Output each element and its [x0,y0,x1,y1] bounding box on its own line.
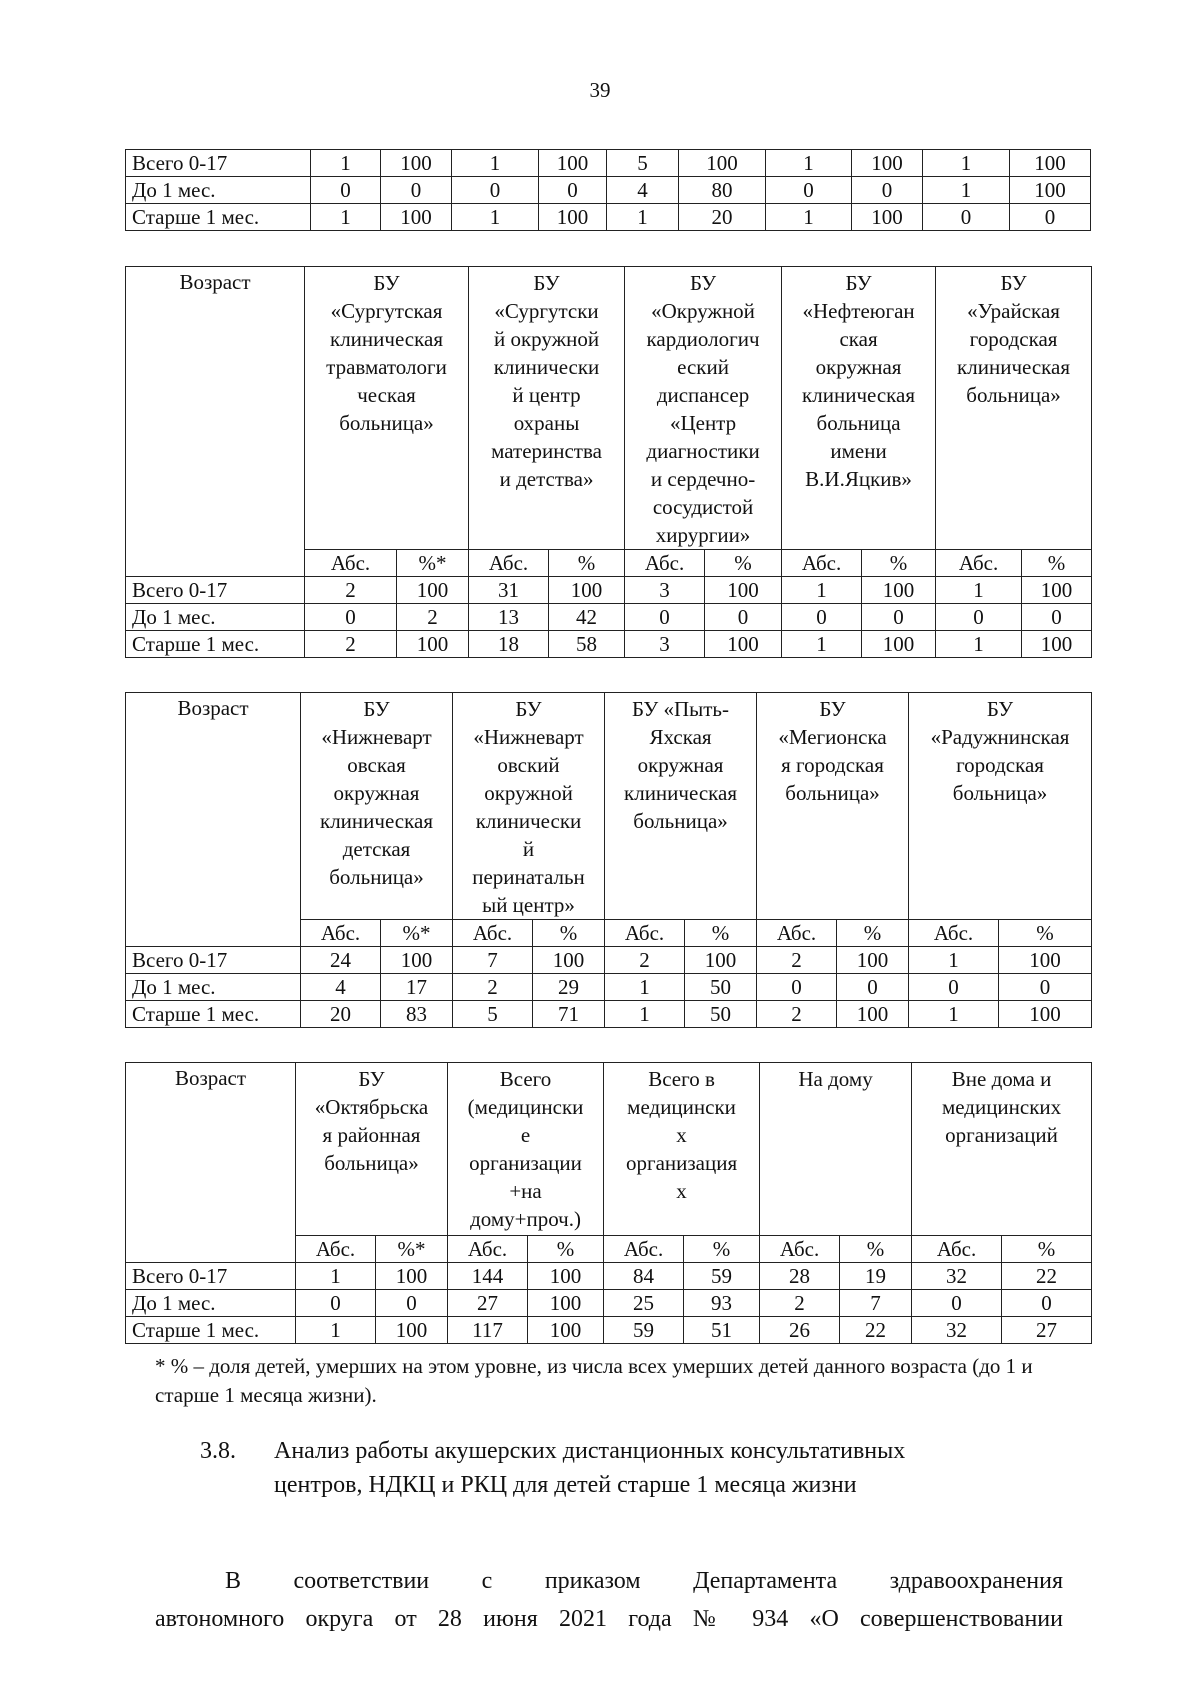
org-header-line: клиническая [320,809,433,833]
org-header-line: детская [342,837,411,861]
org-header-line: «Радужнинская [930,725,1070,749]
table-cell: 17 [381,974,453,1001]
org-header-line: ческая [357,383,416,407]
table-cell: 0 [1022,604,1092,631]
table-cell: 1 [311,204,381,231]
subheader-cell: Абс. [301,920,381,947]
table-totals-location [125,1062,1092,1344]
table-row [126,947,1092,974]
org-header-line: На дому [798,1067,873,1091]
org-header-line: й окружной [493,327,600,351]
table-cell: 100 [1022,631,1092,658]
table-cell: 100 [999,947,1092,974]
table-cell: 7 [840,1290,912,1317]
org-header-line: овская [347,753,406,777]
table-cell: 1 [605,1001,685,1028]
table-cell: 20 [301,1001,381,1028]
table-row [126,177,1091,204]
org-header-line: БУ [363,697,390,721]
subheader-cell: % [684,1236,760,1263]
org-header-line: кардиологич [646,327,760,351]
org-header [301,693,453,920]
table-cell: 0 [305,604,397,631]
table-cell: 100 [862,577,936,604]
table-cell: 100 [705,631,782,658]
table-cell: 80 [679,177,766,204]
table-cell: 0 [766,177,852,204]
table-cell: 32 [912,1263,1002,1290]
table-cell: 100 [539,150,607,177]
org-header-line: й [522,837,535,861]
table-cell: 0 [539,177,607,204]
table-cell: 0 [757,974,837,1001]
org-header-line: БУ [533,271,560,295]
table-cell: 100 [528,1263,604,1290]
subheader-cell: % [685,920,757,947]
subheader-cell: % [705,550,782,577]
org-header [604,1063,760,1236]
org-header-line: Вне дома и [951,1067,1052,1091]
subheader-cell: Абс. [453,920,533,947]
org-header [936,267,1092,550]
age-header: Возраст [126,267,305,577]
org-header-line: городская [969,327,1058,351]
org-header-line: клиническая [802,383,916,407]
org-header [625,267,782,550]
org-header-line: организаций [945,1123,1058,1147]
org-header-line: я городская [781,753,884,777]
subheader-cell: % [549,550,625,577]
table-cell: 144 [448,1263,528,1290]
org-header-line: клинически [493,355,600,379]
table-row [126,604,1092,631]
table-cell: 27 [1002,1317,1092,1344]
table-hospitals-nizhnevartovsk-raduzhny [125,692,1092,1028]
table-cell: 19 [840,1263,912,1290]
row-label: Всего 0-17 [126,947,301,974]
table-cell: 100 [837,1001,909,1028]
org-header [605,693,757,920]
org-header [912,1063,1092,1236]
org-header-line: диагностики [646,439,760,463]
org-header-line: Всего [499,1067,552,1091]
org-header-line: больница» [785,781,880,805]
subheader-cell: Абс. [760,1236,840,1263]
table-cell: 84 [604,1263,684,1290]
section-title-line1: Анализ работы акушерских дистанционных консультативных [274,1438,906,1464]
org-header-line: больница [816,411,901,435]
table-cell: 18 [469,631,549,658]
table-cell: 2 [453,974,533,1001]
org-header-line: БУ [1000,271,1027,295]
table-cell: 100 [852,150,923,177]
table-cell: 20 [679,204,766,231]
table-cell: 0 [296,1290,376,1317]
org-header-line: БУ [515,697,542,721]
org-header-line: больница» [324,1151,419,1175]
table-cell: 5 [453,1001,533,1028]
table-row [126,974,1092,1001]
header-row [126,267,1092,550]
org-header-line: городская [956,753,1044,777]
table-cell: 0 [705,604,782,631]
table-cell: 0 [381,177,452,204]
org-header-line: больница» [633,809,728,833]
table-cell: 100 [685,947,757,974]
org-header-line: медицинских [941,1095,1062,1119]
subheader-cell: Абс. [605,920,685,947]
table-cell: 7 [453,947,533,974]
section-title-line2: центров, НДКЦ и РКЦ для детей старше 1 месяца жизни [274,1472,857,1498]
org-header-line: овский [497,753,560,777]
org-header-line: окружной [484,781,573,805]
org-header-line: «Нижневарт [473,725,584,749]
table-cell: 0 [912,1290,1002,1317]
table-cell: 0 [782,604,862,631]
table-cell: 50 [685,974,757,1001]
table-row [126,1290,1092,1317]
row-label: Старше 1 мес. [126,1001,301,1028]
table-cell: 3 [625,577,705,604]
table-cell: 100 [397,577,469,604]
table-cell: 0 [452,177,539,204]
table-cell: 22 [1002,1263,1092,1290]
table-cell: 26 [760,1317,840,1344]
subheader-cell: % [1002,1236,1092,1263]
table-cell: 0 [625,604,705,631]
org-header-line: БУ [689,271,717,295]
org-header-line: дому+проч.) [470,1207,581,1231]
table-cell: 100 [1022,577,1092,604]
table-cell: 0 [311,177,381,204]
table-cell: 22 [840,1317,912,1344]
org-header-line: БУ [373,271,400,295]
table-cell: 31 [469,577,549,604]
table-cell: 1 [607,204,679,231]
org-header-line: БУ [819,697,846,721]
table-cell: 42 [549,604,625,631]
subheader-cell: % [840,1236,912,1263]
table-cell: 100 [837,947,909,974]
table-row [126,1317,1092,1344]
table-cell: 100 [1010,150,1091,177]
table-cell: 2 [757,1001,837,1028]
org-header-line: БУ [986,697,1014,721]
table-cell: 50 [685,1001,757,1028]
org-header-line: Яхская [649,725,712,749]
org-header-line: клиническая [957,355,1071,379]
org-header-line: «Октябрьска [314,1095,429,1119]
table-cell: 0 [936,604,1022,631]
row-label: Старше 1 мес. [126,631,305,658]
org-header-line: ская [839,327,878,351]
org-header-line: +на [509,1179,542,1203]
table-cell: 27 [448,1290,528,1317]
org-header-line: ый центр» [482,893,575,917]
table-cell: 1 [909,947,999,974]
table-cell: 1 [909,1001,999,1028]
org-header-line: сосудистой [652,495,754,519]
table-cell: 100 [376,1317,448,1344]
org-header [757,693,909,920]
header-row [126,693,1092,920]
table-continuation [125,149,1091,231]
table-cell: 100 [381,150,452,177]
org-header-line: й центр [512,383,581,407]
table-cell: 100 [999,1001,1092,1028]
subheader-cell: % [837,920,909,947]
org-header-line: организации [469,1151,582,1175]
org-header-line: «Сургутски [494,299,599,323]
table-cell: 1 [296,1263,376,1290]
table-cell: 0 [852,177,923,204]
org-header-line: окружная [637,753,724,777]
org-header [296,1063,448,1236]
table-cell: 100 [528,1290,604,1317]
table-cell: 24 [301,947,381,974]
org-header-line: больница» [339,411,434,435]
table-cell: 1 [452,150,539,177]
org-header [453,693,605,920]
org-header [909,693,1092,920]
org-header-line: БУ [358,1067,385,1091]
subheader-cell: Абс. [305,550,397,577]
subheader-cell: Абс. [469,550,549,577]
subheader-cell: Абс. [604,1236,684,1263]
table-row [126,1001,1092,1028]
table-cell: 2 [305,631,397,658]
subheader-cell: Абс. [909,920,999,947]
row-label: Всего 0-17 [126,577,305,604]
table-cell: 0 [837,974,909,1001]
table-cell: 13 [469,604,549,631]
header-row [126,1063,1092,1236]
table-cell: 83 [381,1001,453,1028]
table-cell: 1 [782,577,862,604]
org-header-line: х [676,1123,687,1147]
org-header-line: медицински [627,1095,736,1119]
row-label: До 1 мес. [126,604,305,631]
org-header-line: перинатальн [472,865,585,889]
table-cell: 59 [604,1317,684,1344]
org-header-line: БУ [845,271,872,295]
org-header-line: «Урайская [967,299,1060,323]
org-header-line: организация [625,1151,738,1175]
table-row [126,577,1092,604]
org-header-line: травматологи [326,355,447,379]
table-cell: 4 [301,974,381,1001]
org-header-line: «Нижневарт [321,725,432,749]
org-header-line: «Нефтеюган [802,299,915,323]
row-label: Всего 0-17 [126,1263,296,1290]
table-cell: 58 [549,631,625,658]
org-header-line: еский [677,355,729,379]
table-cell: 0 [1002,1290,1092,1317]
table-row [126,150,1091,177]
table-cell: 100 [381,204,452,231]
table-cell: 100 [376,1263,448,1290]
table-cell: 0 [999,974,1092,1001]
org-header-line: диспансер [656,383,750,407]
org-header [760,1063,912,1236]
org-header-line: и детства» [499,467,594,491]
row-label: До 1 мес. [126,1290,296,1317]
age-header: Возраст [126,693,301,947]
org-header-line: «Мегионска [778,725,887,749]
table-cell: 1 [766,150,852,177]
subheader-cell: %* [381,920,453,947]
table-cell: 117 [448,1317,528,1344]
org-header-line: х [676,1179,687,1203]
table-cell: 32 [912,1317,1002,1344]
table-cell: 0 [909,974,999,1001]
table-cell: 1 [782,631,862,658]
table-cell: 1 [923,177,1010,204]
age-header: Возраст [126,1063,296,1263]
org-header-line: Всего в [648,1067,715,1091]
paragraph-line2: автономного округа от 28 июня 2021 года № 934 «О совершенствовании [155,1606,1063,1632]
subheader-cell: Абс. [757,920,837,947]
table-cell: 3 [625,631,705,658]
org-header-line: клиническая [330,327,443,351]
table-cell: 1 [936,631,1022,658]
org-header [782,267,936,550]
table-cell: 100 [539,204,607,231]
paragraph-line1: В соответствии с приказом Департамента здравоохранения [225,1568,1063,1594]
table-cell: 100 [862,631,936,658]
row-label: Старше 1 мес. [126,1317,296,1344]
table-cell: 1 [936,577,1022,604]
subheader-cell: Абс. [296,1236,376,1263]
table-row [126,1263,1092,1290]
subheader-cell: % [1022,550,1092,577]
table-cell: 0 [1010,204,1091,231]
org-header-line: БУ «Пыть- [632,697,729,721]
org-header-line: окружная [333,781,420,805]
org-header [448,1063,604,1236]
table-cell: 2 [760,1290,840,1317]
table-cell: 100 [705,577,782,604]
org-header [469,267,625,550]
table-cell: 2 [605,947,685,974]
org-header-line: больница» [966,383,1061,407]
table-cell: 100 [549,577,625,604]
table-cell: 51 [684,1317,760,1344]
org-header-line: клиническая [624,781,738,805]
subheader-cell: Абс. [936,550,1022,577]
table-cell: 100 [679,150,766,177]
org-header [305,267,469,550]
table-cell: 100 [528,1317,604,1344]
table-cell: 1 [296,1317,376,1344]
table-cell: 93 [684,1290,760,1317]
section-number: 3.8. [200,1438,236,1464]
table-cell: 71 [533,1001,605,1028]
subheader-cell: Абс. [912,1236,1002,1263]
table-cell: 100 [397,631,469,658]
subheader-cell: % [862,550,936,577]
table-cell: 100 [381,947,453,974]
table-cell: 5 [607,150,679,177]
table-hospitals-surgut-uray [125,266,1092,658]
org-header-line: больница» [329,865,424,889]
table-cell: 59 [684,1263,760,1290]
table-cell: 1 [452,204,539,231]
table-cell: 4 [607,177,679,204]
subheader-cell: Абс. [625,550,705,577]
org-header-line: «Сургутская [330,299,443,323]
subheader-cell: % [999,920,1092,947]
org-header-line: имени [830,439,887,463]
subheader-cell: Абс. [448,1236,528,1263]
org-header-line: и сердечно- [650,467,756,491]
table-cell: 0 [862,604,936,631]
table-row [126,631,1092,658]
org-header-line: В.И.Яцкив» [805,467,912,491]
row-label: Всего 0-17 [126,150,311,177]
table-cell: 1 [766,204,852,231]
org-header-line: материнства [491,439,602,463]
table-cell: 2 [757,947,837,974]
footnote: * % – доля детей, умерших на этом уровне, из числа всех умерших детей данного возраста (до 1 и старше 1 месяца жизни). [155,1354,1033,1407]
table-cell: 100 [1010,177,1091,204]
org-header-line: е [520,1123,531,1147]
table-cell: 29 [533,974,605,1001]
org-header-line: больница» [952,781,1048,805]
table-cell: 1 [605,974,685,1001]
table-cell: 100 [533,947,605,974]
org-header-line: (медицински [467,1095,584,1119]
table-cell: 28 [760,1263,840,1290]
org-header-line: я районная [322,1123,421,1147]
subheader-cell: % [533,920,605,947]
table-cell: 2 [305,577,397,604]
org-header-line: «Окружной [651,299,755,323]
row-label: До 1 мес. [126,974,301,1001]
org-header-line: охраны [513,411,580,435]
table-cell: 1 [311,150,381,177]
subheader-cell: %* [376,1236,448,1263]
org-header-line: окружная [815,355,902,379]
org-header-line: клинически [475,809,582,833]
row-label: До 1 мес. [126,177,311,204]
table-row [126,204,1091,231]
subheader-cell: % [528,1236,604,1263]
table-cell: 100 [852,204,923,231]
table-cell: 1 [923,150,1010,177]
page-number: 39 [589,78,611,102]
subheader-cell: Абс. [782,550,862,577]
row-label: Старше 1 мес. [126,204,311,231]
table-cell: 25 [604,1290,684,1317]
org-header-line: хирургии» [655,523,751,547]
table-cell: 0 [923,204,1010,231]
org-header-line: «Центр [669,411,737,435]
table-cell: 2 [397,604,469,631]
table-cell: 0 [376,1290,448,1317]
subheader-cell: %* [397,550,469,577]
body-paragraph [155,1562,1063,1638]
